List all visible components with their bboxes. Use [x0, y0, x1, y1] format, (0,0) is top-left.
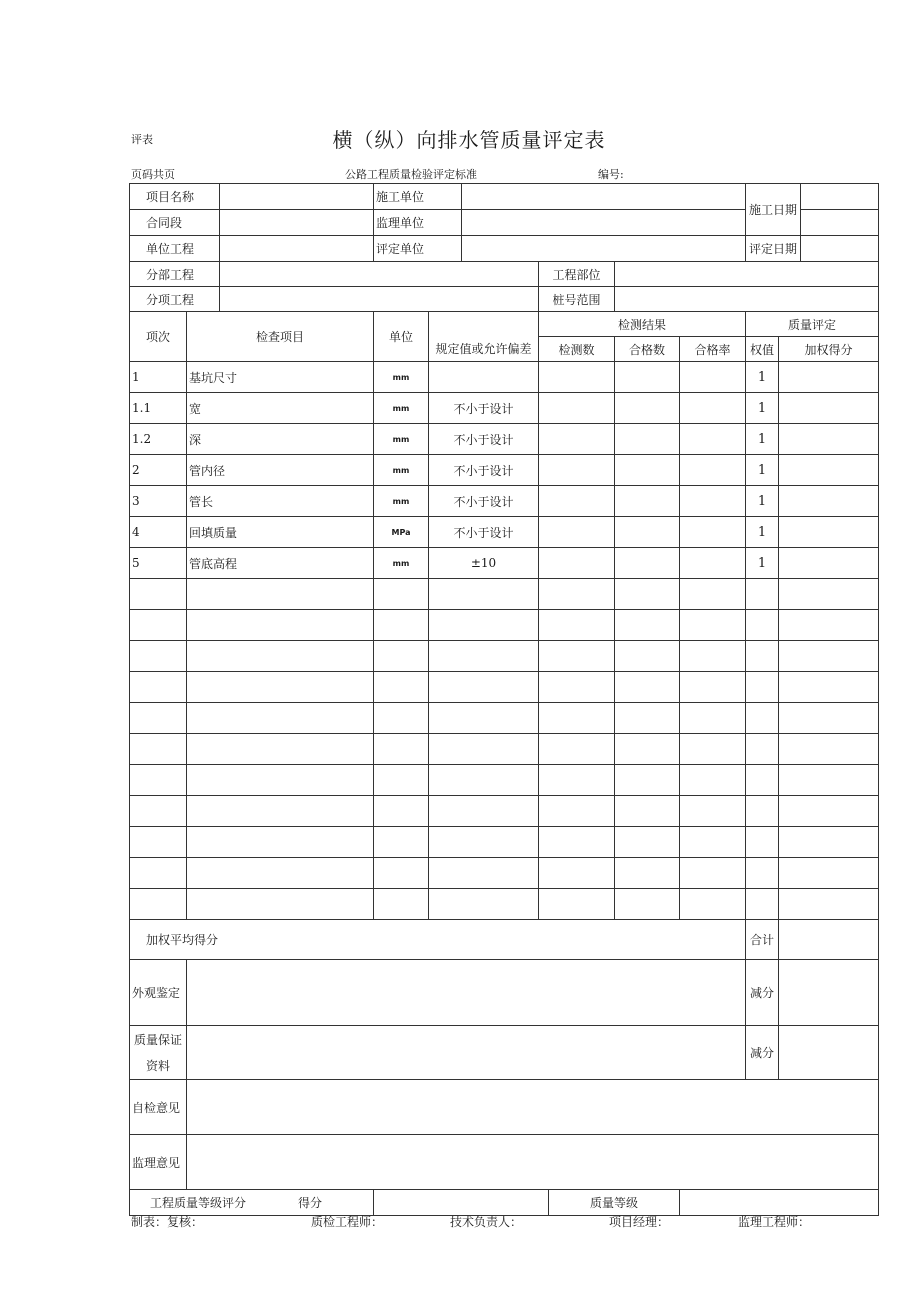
col-results-header: 检测结果	[539, 312, 746, 337]
row-pass-count[interactable]	[615, 889, 680, 920]
row-weight: 1	[746, 486, 779, 517]
row-check-item	[187, 610, 374, 641]
col-pass-rate-header: 合格率	[680, 337, 746, 362]
empty-row	[130, 734, 879, 765]
supervision-opinion-field[interactable]	[187, 1135, 879, 1190]
project-name-field[interactable]	[220, 184, 374, 210]
row-count[interactable]	[539, 517, 615, 548]
row-pass-count[interactable]	[615, 610, 680, 641]
row-pass-rate[interactable]	[680, 486, 746, 517]
row-tolerance: 不小于设计	[429, 517, 539, 548]
row-tolerance	[429, 610, 539, 641]
row-check-item	[187, 734, 374, 765]
project-name-label: 项目名称	[130, 184, 220, 210]
row-check-item: 回填质量	[187, 517, 374, 548]
row-pass-count[interactable]	[615, 858, 680, 889]
row-check-item: 基坑尺寸	[187, 362, 374, 393]
station-range-label: 桩号范围	[539, 287, 615, 312]
row-pass-count[interactable]	[615, 765, 680, 796]
sub-project-field[interactable]	[220, 262, 539, 287]
row-weighted-score[interactable]	[779, 455, 879, 486]
table-row	[130, 424, 879, 455]
table-row	[130, 362, 879, 393]
row-check-item	[187, 579, 374, 610]
row-check-item	[187, 703, 374, 734]
col-quality-eval-header: 质量评定	[746, 312, 879, 337]
station-range-field[interactable]	[615, 287, 879, 312]
row-pass-count[interactable]	[615, 579, 680, 610]
row-pass-rate[interactable]	[680, 362, 746, 393]
row-unit	[374, 672, 429, 703]
row-check-item: 管长	[187, 486, 374, 517]
empty-row	[130, 889, 879, 920]
row-unit	[374, 703, 429, 734]
row-count[interactable]	[539, 486, 615, 517]
footer-qc-engineer: 质检工程师：	[311, 1215, 384, 1229]
table-row	[130, 517, 879, 548]
col-pass-count-header: 合格数	[615, 337, 680, 362]
row-seq	[130, 889, 187, 920]
row-pass-count[interactable]	[615, 827, 680, 858]
quality-docs-field[interactable]	[187, 1026, 746, 1080]
row-weight	[746, 734, 779, 765]
row-seq: 3	[130, 486, 187, 517]
appearance-deduct-label: 减分	[746, 960, 779, 1026]
row-count[interactable]	[539, 424, 615, 455]
row-tolerance	[429, 672, 539, 703]
item-project-label: 分项工程	[130, 287, 220, 312]
empty-row	[130, 579, 879, 610]
row-unit	[374, 765, 429, 796]
row-pass-rate[interactable]	[680, 858, 746, 889]
row-weighted-score[interactable]	[779, 827, 879, 858]
construction-date-label: 施工日期	[746, 184, 801, 236]
row-tolerance	[429, 796, 539, 827]
row-weighted-score[interactable]	[779, 517, 879, 548]
row-weight: 1	[746, 455, 779, 486]
row-seq	[130, 765, 187, 796]
row-weight	[746, 672, 779, 703]
row-count[interactable]	[539, 858, 615, 889]
row-pass-count[interactable]	[615, 517, 680, 548]
score-field[interactable]	[374, 1190, 549, 1216]
row-count[interactable]	[539, 734, 615, 765]
row-unit: MPa	[374, 517, 429, 548]
row-seq	[130, 858, 187, 889]
row-tolerance	[429, 703, 539, 734]
row-seq: 5	[130, 548, 187, 579]
row-pass-rate[interactable]	[680, 548, 746, 579]
row-unit: mm	[374, 362, 429, 393]
row-tolerance	[429, 734, 539, 765]
row-pass-rate[interactable]	[680, 393, 746, 424]
row-weight: 1	[746, 548, 779, 579]
row-weighted-score[interactable]	[779, 889, 879, 920]
quality-grade-field[interactable]	[680, 1190, 879, 1216]
row-seq: 4	[130, 517, 187, 548]
row-unit: mm	[374, 548, 429, 579]
total-label: 合计	[746, 920, 779, 960]
row-pass-count[interactable]	[615, 641, 680, 672]
row-pass-rate[interactable]	[680, 672, 746, 703]
row-count[interactable]	[539, 827, 615, 858]
row-pass-count[interactable]	[615, 424, 680, 455]
row-seq: 1	[130, 362, 187, 393]
row-pass-rate[interactable]	[680, 827, 746, 858]
evaluation-date-label: 评定日期	[746, 236, 801, 262]
row-unit	[374, 796, 429, 827]
row-weight	[746, 641, 779, 672]
row-unit	[374, 827, 429, 858]
row-pass-rate[interactable]	[680, 765, 746, 796]
row-pass-count[interactable]	[615, 796, 680, 827]
row-count[interactable]	[539, 393, 615, 424]
row-weight	[746, 858, 779, 889]
row-count[interactable]	[539, 362, 615, 393]
row-seq	[130, 703, 187, 734]
serial-number-label: 编号:	[598, 168, 624, 181]
row-weighted-score[interactable]	[779, 486, 879, 517]
table-row	[130, 486, 879, 517]
table-row	[130, 548, 879, 579]
row-unit	[374, 889, 429, 920]
row-weighted-score[interactable]	[779, 703, 879, 734]
row-count[interactable]	[539, 610, 615, 641]
row-unit	[374, 641, 429, 672]
row-pass-rate[interactable]	[680, 641, 746, 672]
row-seq: 2	[130, 455, 187, 486]
form-code: 评表	[131, 133, 153, 146]
quality-grade-label: 质量等级	[549, 1190, 680, 1216]
construction-unit-label: 施工单位	[374, 184, 462, 210]
row-tolerance	[429, 858, 539, 889]
row-check-item: 宽	[187, 393, 374, 424]
empty-row	[130, 641, 879, 672]
sub-project-label: 分部工程	[130, 262, 220, 287]
row-count[interactable]	[539, 455, 615, 486]
row-weighted-score[interactable]	[779, 796, 879, 827]
footer-prepared-reviewed: 制表：复核：	[131, 1215, 204, 1229]
evaluation-date-field[interactable]	[801, 236, 879, 262]
row-weighted-score[interactable]	[779, 579, 879, 610]
table-row	[130, 393, 879, 424]
evaluation-unit-field[interactable]	[462, 236, 746, 262]
row-check-item	[187, 765, 374, 796]
row-tolerance	[429, 641, 539, 672]
row-weight	[746, 703, 779, 734]
page-info: 页码共页	[131, 168, 175, 181]
row-seq	[130, 610, 187, 641]
col-check-item-header: 检查项目	[187, 312, 374, 362]
footer-tech-lead: 技术负责人：	[450, 1215, 523, 1229]
row-tolerance	[429, 765, 539, 796]
row-tolerance	[429, 362, 539, 393]
row-seq: 1.1	[130, 393, 187, 424]
empty-row	[130, 765, 879, 796]
contract-section-label: 合同段	[130, 210, 220, 236]
row-pass-count[interactable]	[615, 734, 680, 765]
row-unit	[374, 734, 429, 765]
col-tolerance-header: 规定值或允许偏差	[429, 312, 539, 362]
row-check-item	[187, 889, 374, 920]
unit-project-field[interactable]	[220, 236, 374, 262]
row-check-item	[187, 641, 374, 672]
row-check-item	[187, 827, 374, 858]
row-weight	[746, 796, 779, 827]
row-pass-rate[interactable]	[680, 889, 746, 920]
row-weighted-score[interactable]	[779, 858, 879, 889]
row-tolerance: 不小于设计	[429, 393, 539, 424]
row-weight: 1	[746, 362, 779, 393]
row-pass-rate[interactable]	[680, 424, 746, 455]
row-seq	[130, 734, 187, 765]
empty-row	[130, 672, 879, 703]
footer-supervising-engineer: 监理工程师：	[738, 1215, 811, 1229]
col-unit-header: 单位	[374, 312, 429, 362]
col-count-header: 检测数	[539, 337, 615, 362]
grade-eval-row-label	[130, 1190, 374, 1216]
construction-date-field[interactable]	[801, 184, 879, 210]
supervision-unit-label: 监理单位	[374, 210, 462, 236]
row-unit	[374, 579, 429, 610]
work-location-field[interactable]	[615, 262, 879, 287]
row-weighted-score[interactable]	[779, 610, 879, 641]
row-check-item: 管底高程	[187, 548, 374, 579]
empty-row	[130, 827, 879, 858]
row-pass-rate[interactable]	[680, 517, 746, 548]
empty-row	[130, 610, 879, 641]
col-seq-header: 项次	[130, 312, 187, 362]
construction-unit-field[interactable]	[462, 184, 746, 210]
empty-row	[130, 858, 879, 889]
row-unit: mm	[374, 455, 429, 486]
row-weighted-score[interactable]	[779, 672, 879, 703]
row-tolerance	[429, 579, 539, 610]
row-weight	[746, 610, 779, 641]
construction-date-field-2[interactable]	[801, 210, 879, 236]
row-weight: 1	[746, 424, 779, 455]
appearance-deduct-field[interactable]	[779, 960, 879, 1026]
row-weighted-score[interactable]	[779, 362, 879, 393]
row-tolerance	[429, 889, 539, 920]
quality-docs-deduct-field[interactable]	[779, 1026, 879, 1080]
row-weighted-score[interactable]	[779, 393, 879, 424]
row-weighted-score[interactable]	[779, 424, 879, 455]
row-weight: 1	[746, 517, 779, 548]
row-weighted-score[interactable]	[779, 548, 879, 579]
row-check-item	[187, 858, 374, 889]
contract-section-field[interactable]	[220, 210, 374, 236]
row-count[interactable]	[539, 641, 615, 672]
row-tolerance: 不小于设计	[429, 455, 539, 486]
row-pass-count[interactable]	[615, 486, 680, 517]
item-project-field[interactable]	[220, 287, 539, 312]
row-weight	[746, 827, 779, 858]
table-row	[130, 455, 879, 486]
col-weighted-score-header: 加权得分	[779, 337, 879, 362]
row-unit: mm	[374, 486, 429, 517]
row-count[interactable]	[539, 796, 615, 827]
evaluation-unit-label: 评定单位	[374, 236, 462, 262]
row-count[interactable]	[539, 579, 615, 610]
quality-docs-label: 质量保证资料	[130, 1026, 187, 1080]
row-check-item	[187, 796, 374, 827]
row-weight	[746, 579, 779, 610]
score-label: 得分	[298, 1196, 323, 1210]
appearance-label: 外观鉴定	[130, 960, 187, 1026]
appearance-field[interactable]	[187, 960, 746, 1026]
row-weight	[746, 765, 779, 796]
grade-eval-label: 工程质量等级评分	[150, 1196, 247, 1210]
row-weight: 1	[746, 393, 779, 424]
row-tolerance: 不小于设计	[429, 486, 539, 517]
row-seq: 1.2	[130, 424, 187, 455]
supervision-unit-field[interactable]	[462, 210, 746, 236]
page-title: 横（纵）向排水管质量评定表	[332, 128, 606, 152]
empty-row	[130, 703, 879, 734]
row-pass-count[interactable]	[615, 703, 680, 734]
standard-label: 公路工程质量检验评定标准	[345, 168, 477, 181]
work-location-label: 工程部位	[539, 262, 615, 287]
row-pass-rate[interactable]	[680, 579, 746, 610]
empty-row	[130, 796, 879, 827]
total-field[interactable]	[779, 920, 879, 960]
quality-docs-deduct-label: 减分	[746, 1026, 779, 1080]
row-weighted-score[interactable]	[779, 765, 879, 796]
row-pass-rate[interactable]	[680, 703, 746, 734]
row-unit	[374, 858, 429, 889]
unit-project-label: 单位工程	[130, 236, 220, 262]
weighted-average-label: 加权平均得分	[130, 920, 746, 960]
col-weight-header: 权值	[746, 337, 779, 362]
supervision-opinion-label: 监理意见	[130, 1135, 187, 1190]
row-seq	[130, 672, 187, 703]
row-seq	[130, 827, 187, 858]
row-pass-rate[interactable]	[680, 734, 746, 765]
row-unit: mm	[374, 393, 429, 424]
row-seq	[130, 579, 187, 610]
row-pass-count[interactable]	[615, 548, 680, 579]
row-weighted-score[interactable]	[779, 734, 879, 765]
row-tolerance: 不小于设计	[429, 424, 539, 455]
row-pass-count[interactable]	[615, 672, 680, 703]
row-count[interactable]	[539, 889, 615, 920]
row-tolerance: ±10	[429, 548, 539, 579]
row-weight	[746, 889, 779, 920]
row-pass-rate[interactable]	[680, 455, 746, 486]
row-check-item	[187, 672, 374, 703]
self-check-label: 自检意见	[130, 1080, 187, 1135]
footer-project-manager: 项目经理：	[609, 1215, 670, 1229]
row-pass-count[interactable]	[615, 455, 680, 486]
row-count[interactable]	[539, 703, 615, 734]
row-seq	[130, 641, 187, 672]
row-check-item: 管内径	[187, 455, 374, 486]
row-check-item: 深	[187, 424, 374, 455]
row-pass-rate[interactable]	[680, 610, 746, 641]
row-seq	[130, 796, 187, 827]
row-count[interactable]	[539, 765, 615, 796]
self-check-field[interactable]	[187, 1080, 879, 1135]
row-unit	[374, 610, 429, 641]
row-count[interactable]	[539, 672, 615, 703]
row-pass-count[interactable]	[615, 362, 680, 393]
evaluation-table	[129, 183, 879, 1216]
row-unit: mm	[374, 424, 429, 455]
row-pass-count[interactable]	[615, 393, 680, 424]
row-count[interactable]	[539, 548, 615, 579]
row-tolerance	[429, 827, 539, 858]
row-pass-rate[interactable]	[680, 796, 746, 827]
row-weighted-score[interactable]	[779, 641, 879, 672]
